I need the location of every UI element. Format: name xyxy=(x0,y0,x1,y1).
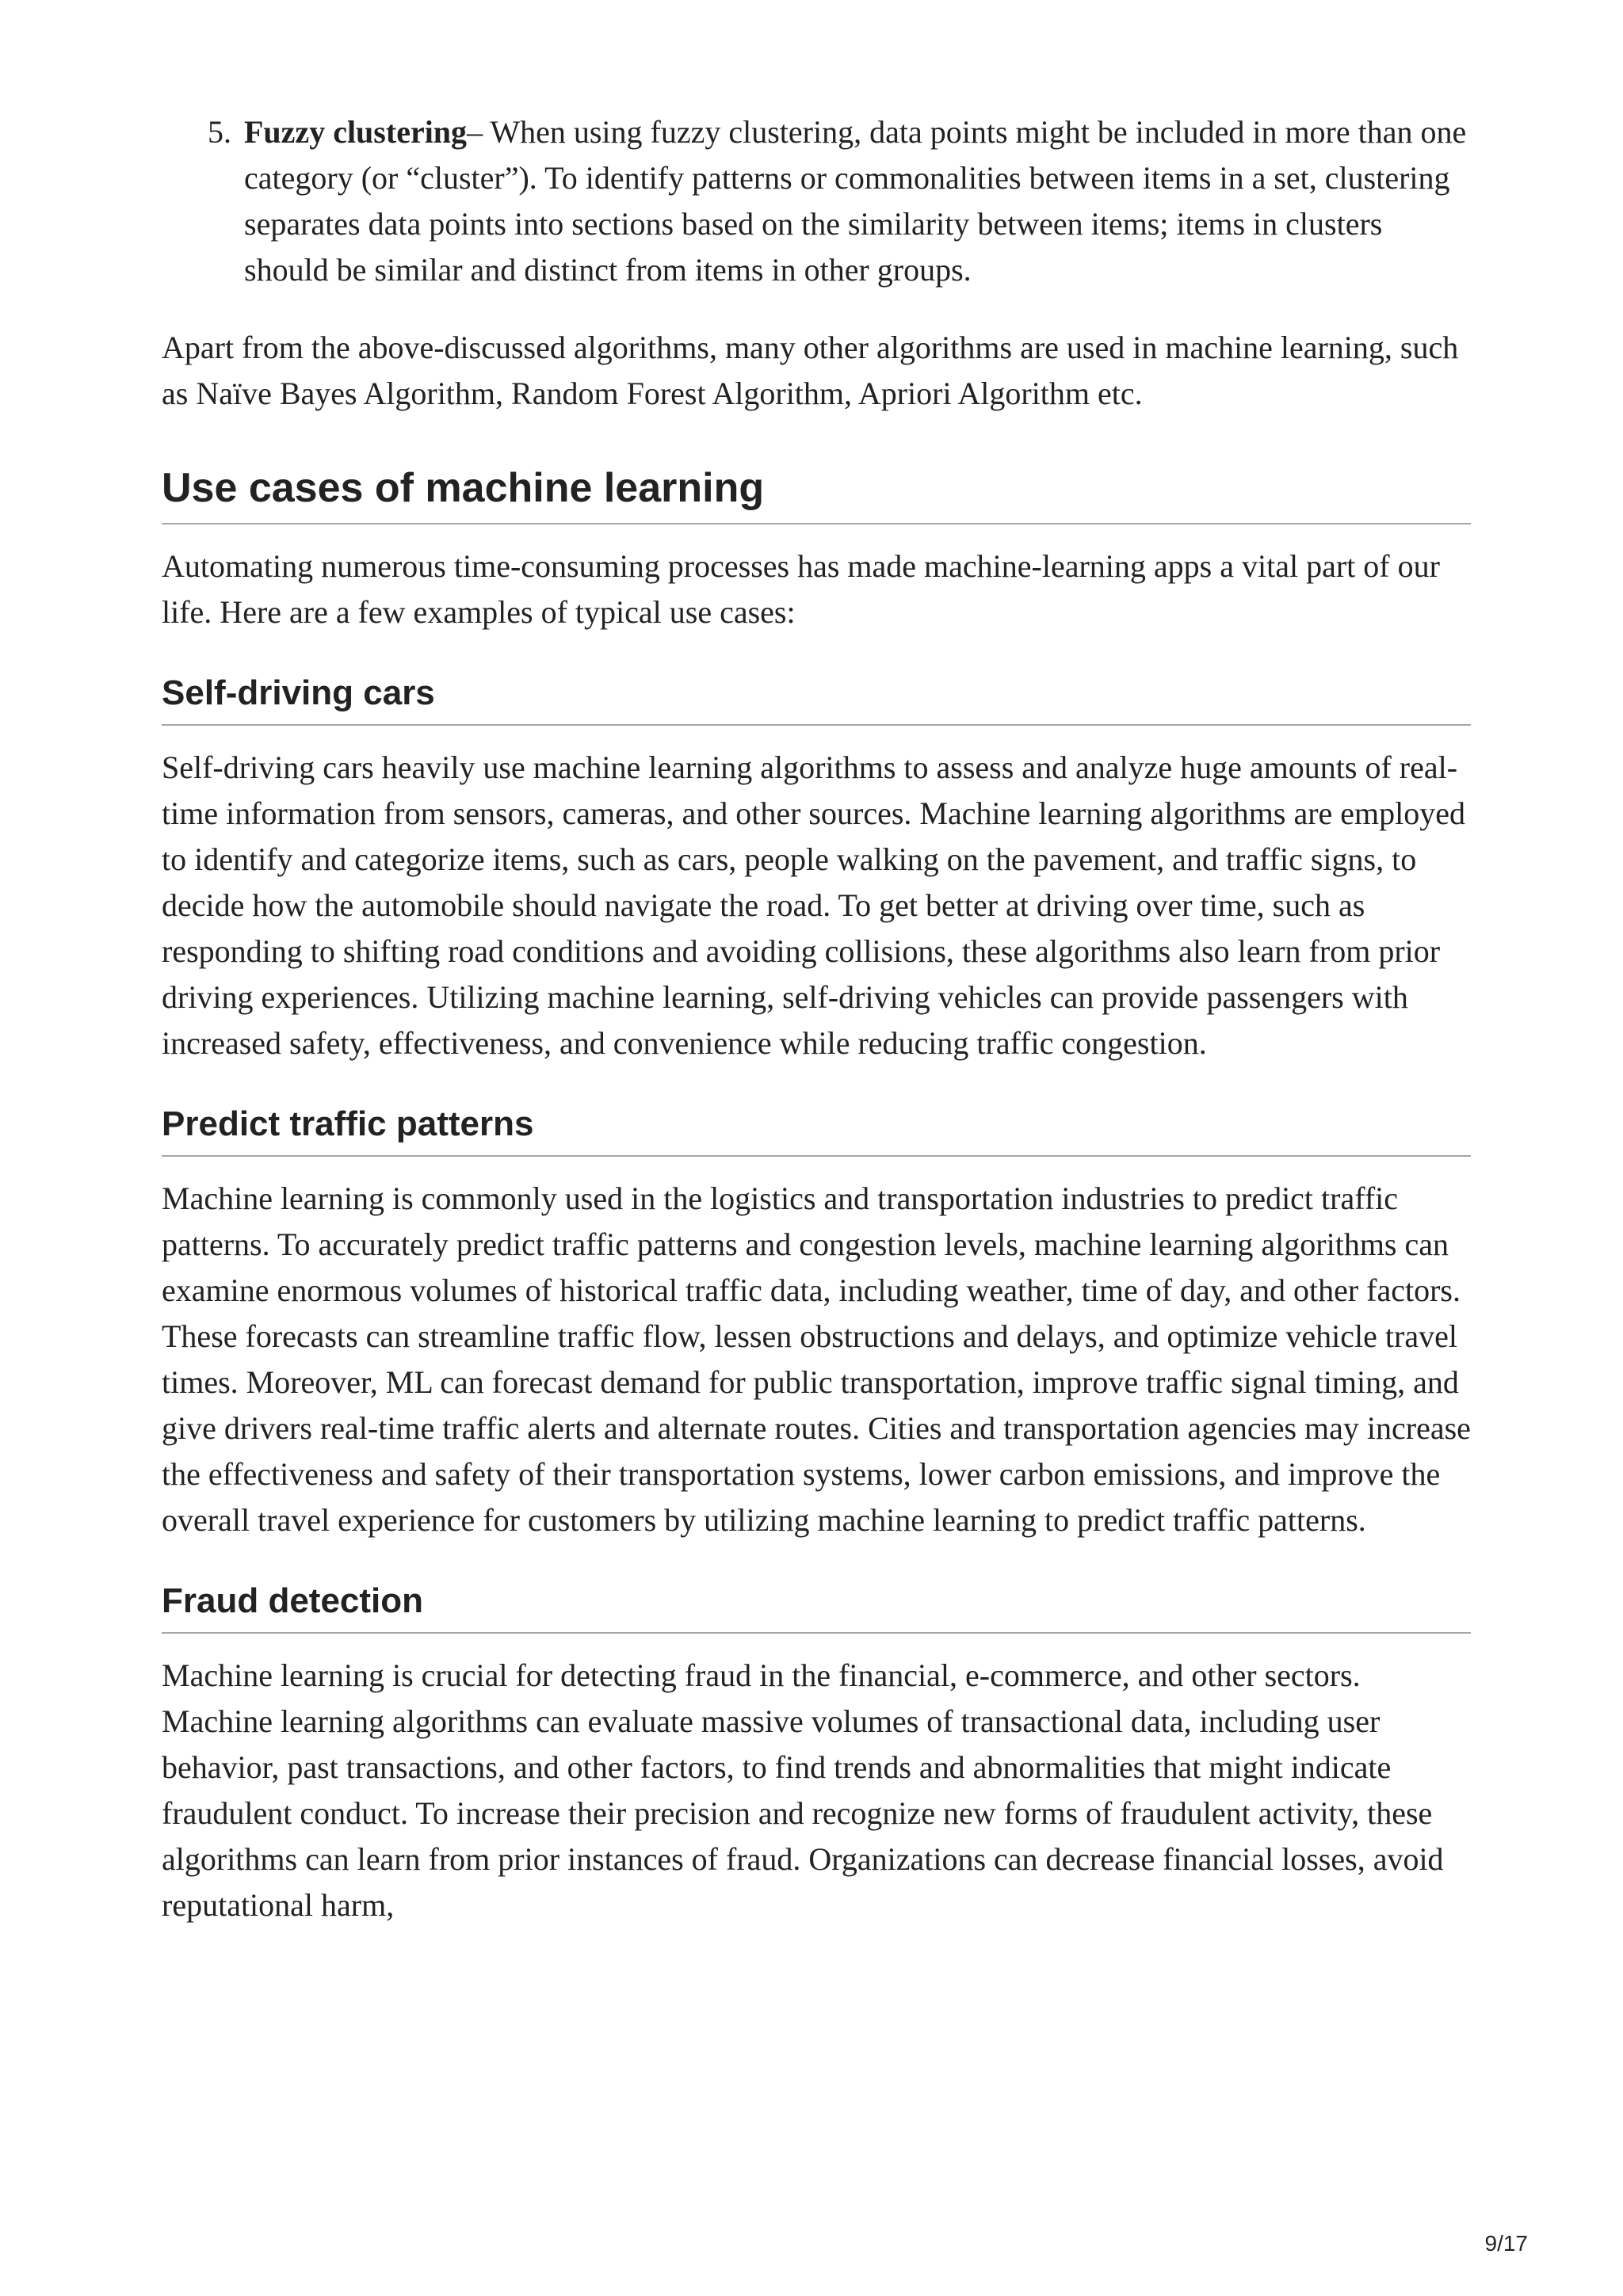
intro-paragraph: Apart from the above-discussed algorithms, many other algorithms are used in machine learning, such as Naïve Bayes Algorithm, Random Forest Algorithm, Apriori Algorithm etc. xyxy=(162,330,1459,411)
section-heading-use-cases: Use cases of machine learning xyxy=(162,461,1471,524)
subheading-self-driving-cars: Self-driving cars xyxy=(162,670,1471,726)
paragraph-self-driving-cars: Self-driving cars heavily use machine learning algorithms to assess and analyze huge amounts of real-time information from sensors, cameras, and other sources. Machine learning algorithms are employed to identify and categorize items, such as cars, people walking on the pavement, and traffic signs, to decide how the automobile should navigate the road. To get better at driving over time, such as responding to shifting road conditions and avoiding collisions, these algorithms also learn from prior driving experiences. Utilizing machine learning, self-driving vehicles can provide passengers with increased safety, effectiveness, and convenience while reducing traffic congestion. xyxy=(162,749,1466,1061)
list-item-term: Fuzzy clustering xyxy=(244,114,468,150)
use-cases-intro: Automating numerous time-consuming processes has made machine-learning apps a vital part of our life. Here are a few examples of typical use cases: xyxy=(162,548,1440,630)
subheading-fraud-detection: Fraud detection xyxy=(162,1578,1471,1634)
paragraph-predict-traffic-patterns: Machine learning is commonly used in the logistics and transportation industries to predict traffic patterns. To accurately predict traffic patterns and congestion levels, machine learning algorithms can examine enormous volumes of historical traffic data, including weather, time of day, and other factors. These forecasts can streamline traffic flow, lessen obstructions and delays, and optimize vehicle travel times. Moreover, ML can forecast demand for public transportation, improve traffic signal timing, and give drivers real-time traffic alerts and alternate routes. Cities and transportation agencies may increase the effectiveness and safety of their transportation systems, lower carbon emissions, and improve the overall travel experience for customers by utilizing machine learning to predict traffic patterns. xyxy=(162,1180,1471,1538)
list-item-fuzzy-clustering xyxy=(208,109,1471,293)
paragraph-fraud-detection: Machine learning is crucial for detecting fraud in the financial, e-commerce, and other sectors. Machine learning algorithms can evaluate massive volumes of transactional data, including user behavior, past transactions, and other factors, to find trends and abnormalities that might indicate fraudulent conduct. To increase their precision and recognize new forms of fraudulent activity, these algorithms can learn from prior instances of fraud. Organizations can decrease financial losses, avoid reputational harm, xyxy=(162,1657,1444,1923)
page-number: 9/17 xyxy=(1484,2231,1528,2256)
subheading-predict-traffic-patterns: Predict traffic patterns xyxy=(162,1101,1471,1157)
list-item-number: 5. xyxy=(208,114,231,150)
list-item-text: – When using fuzzy clustering, data points might be included in more than one category (or “cluster”). To identify patterns or commonalities between items in a set, clustering separates data points into sections based on the similarity between items; items in clusters should be similar and distinct from items in other groups. xyxy=(244,114,1467,288)
document-page xyxy=(162,109,1471,1928)
